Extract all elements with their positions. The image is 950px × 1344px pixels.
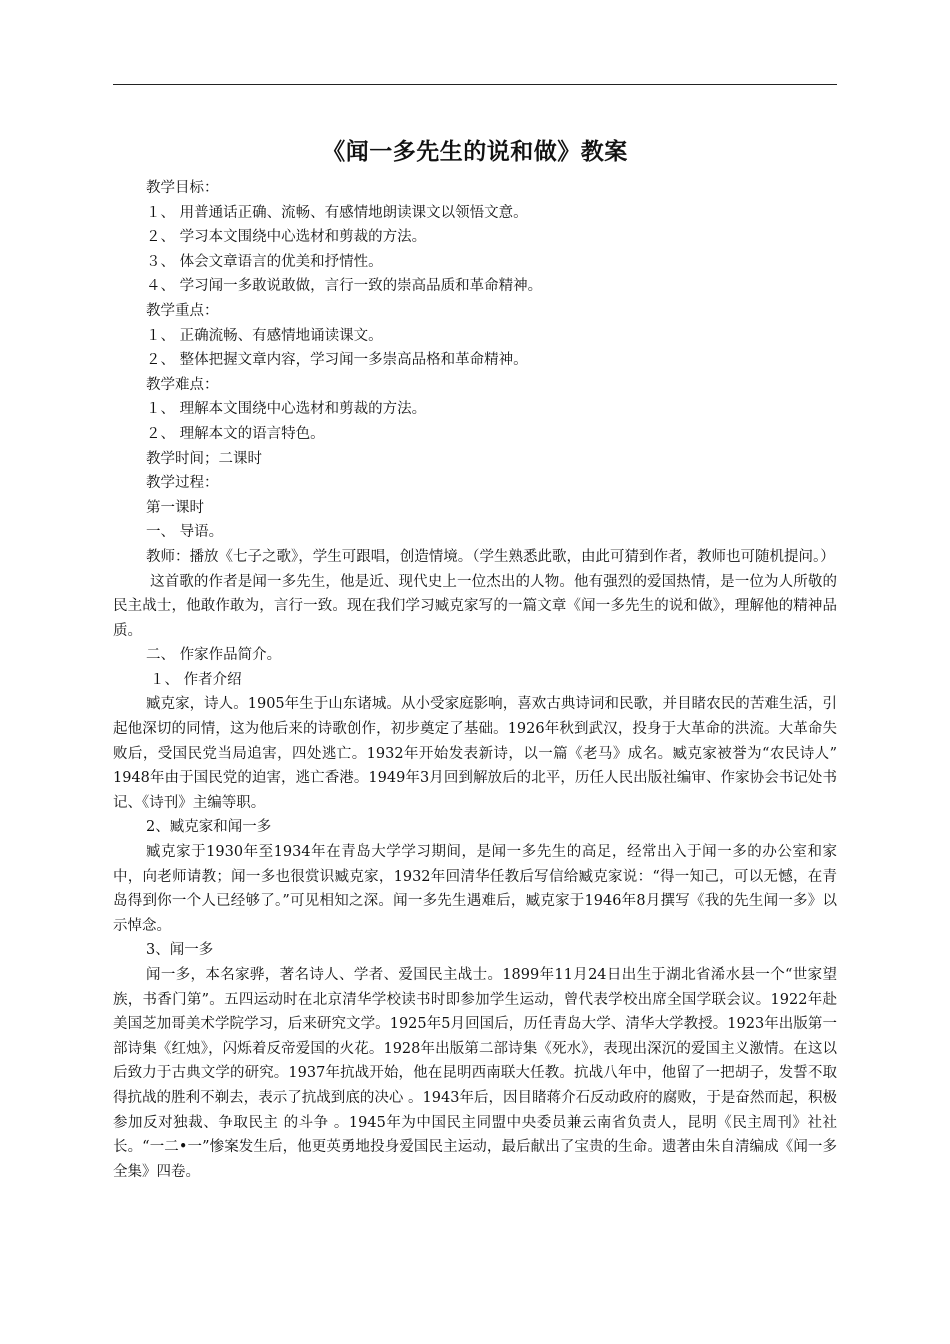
- objective-item: ４、 学习闻一多敢说敢做，言行一致的崇高品质和革命精神。: [146, 278, 543, 295]
- wen-yiduo-heading: 3、闻一多: [146, 942, 214, 959]
- author-paragraph: 臧克家，诗人。1905年生于山东诸城。从小受家庭影响，喜欢古典诗词和民歌，并目睹农民的苦难生活，引起他深切的同情，这为他后来的诗歌创作，初步奠定了基础。1926年秋到武汉，投身于大革命的洪流。大革命失败后，受国民党当局追害，四处逃亡。1932年开始发表新诗，以一篇《老马》成名。臧克家被誉为“农民诗人” 1948年由于国民党的迫害，逃亡香港。1949年3月回到解放后的北平，历任人民出版社编审、作家协会书记处书记、《诗刊》主编等职。: [113, 696, 837, 811]
- objectives-heading: 教学目标：: [146, 180, 219, 196]
- relation-paragraph: 臧克家于1930年至1934年在青岛大学学习期间，是闻一多先生的高足，经常出入于闻一多的办公室和家中，向老师请教；闻一多也很赏识臧克家，1932年回清华任教后写信给臧克家说：“得一知己，可以无憾，在青岛得到你一个人已经够了。”可见相知之深。闻一多先生遇难后，臧克家于1946年8月撰写《我的先生闻一多》以示悼念。: [113, 844, 837, 934]
- teaching-time: 教学时间；二课时: [146, 450, 262, 467]
- document-body: [113, 176, 837, 1184]
- difficulty-item: ２、 理解本文的语言特色。: [146, 425, 325, 442]
- key-points-heading: 教学重点：: [146, 302, 219, 319]
- key-point-item: ２、 整体把握文章内容，学习闻一多崇高品格和革命精神。: [146, 352, 528, 369]
- document-title: 《闻一多先生的说和做》教案: [322, 139, 628, 165]
- key-point-item: １、 正确流畅、有感情地诵读课文。: [146, 327, 383, 344]
- relation-heading: 2、臧克家和闻一多: [146, 819, 272, 836]
- section-one-heading: 一、 导语。: [146, 524, 224, 541]
- intro-paragraph: 这首歌的作者是闻一多先生，他是近、现代史上一位杰出的人物。他有强烈的爱国热情，是一位为人所敬的民主战士，他敢作敢为，言行一致。现在我们学习臧克家写的一篇文章《闻一多先生的说和做》，理解他的精神品质。: [113, 573, 837, 639]
- author-intro-heading: １、 作者介绍: [150, 671, 242, 688]
- objective-item: ２、 学习本文围绕中心选材和剪裁的方法。: [146, 229, 427, 246]
- header-rule: [113, 84, 837, 85]
- lesson-one-heading: 第一课时: [146, 499, 204, 516]
- objective-item: ３、 体会文章语言的优美和抒情性。: [146, 253, 383, 270]
- difficulties-heading: 教学难点：: [146, 376, 219, 393]
- difficulty-item: １、 理解本文围绕中心选材和剪裁的方法。: [146, 401, 427, 418]
- wen-yiduo-paragraph: 闻一多，本名家骅，著名诗人、学者、爱国民主战士。1899年11月24日出生于湖北省浠水县一个“世家望族，书香门第”。五四运动时在北京清华学校读书时即参加学生运动，曾代表学校出席全国学联会议。1922年赴美国芝加哥美术学院学习，后来研究文学。1925年5月回国后，历任青岛大学、清华大学教授。1923年出版第一部诗集《红烛》，闪烁着反帝爱国的火花。1928年出版第二部诗集《死水》，表现出深沉的爱国主义激情。在这以后致力于古典文学的研究。1937年抗战开始，他在昆明西南联大任教。抗战八年中，他留了一把胡子，发誓不取得抗战的胜利不剃去，表示了抗战到底的决心 。1943年后，因目睹蒋介石反动政府的腐败，于是奋然而起，积极参加反对独裁、争取民主 的斗争 。1945年为中国民主同盟中央委员兼云南省负责人，昆明《民主周刊》社社长。“一二•一”惨案发生后，他更英勇地投身爱国民主运动，最后献出了宝贵的生命。遗著由朱自清编成《闻一多全集》四卷。: [113, 967, 837, 1180]
- section-two-heading: 二、 作家作品简介。: [146, 647, 282, 664]
- process-heading: 教学过程：: [146, 475, 219, 492]
- objective-item: １、 用普通话正确、流畅、有感情地朗读课文以领悟文意。: [146, 204, 528, 221]
- teacher-paragraph: 教师：播放《七子之歌》，学生可跟唱，创造情境。（学生熟悉此歌，由此可猜到作者，教师也可随机提问。）: [146, 548, 835, 565]
